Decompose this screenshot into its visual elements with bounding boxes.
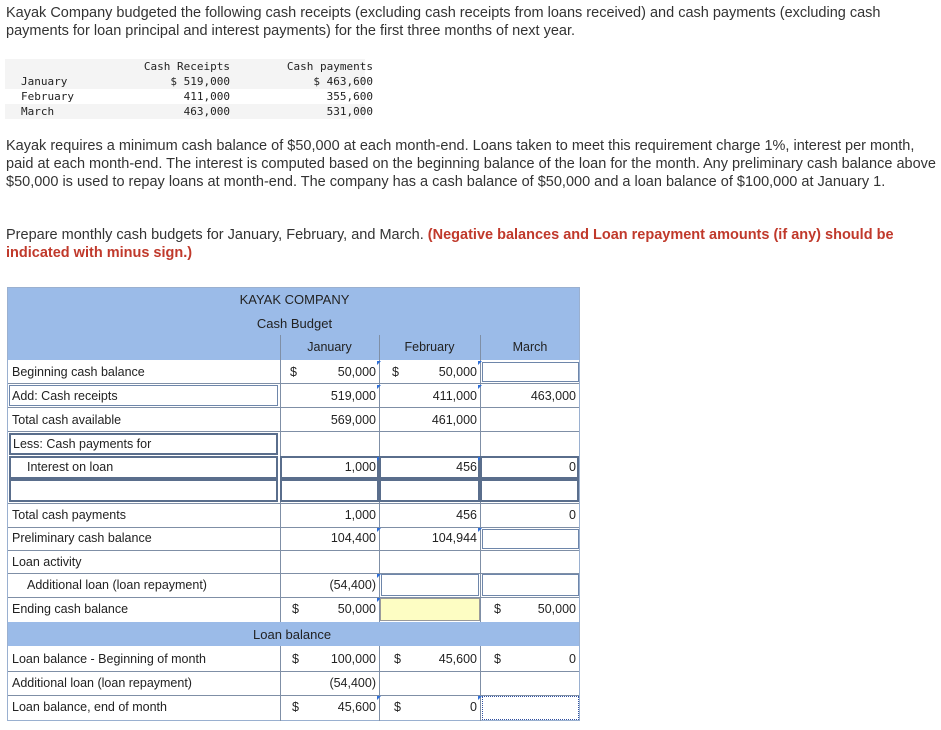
- receipts-header: Cash Receipts: [143, 60, 230, 73]
- label-additional-loan: Additional loan (loan repayment): [27, 578, 207, 592]
- row-separator: [8, 671, 579, 672]
- label-total-available: Total cash available: [12, 413, 122, 427]
- col-divider: [379, 646, 380, 721]
- label-preliminary: Preliminary cash balance: [12, 531, 152, 545]
- col-header-march: March: [512, 340, 548, 354]
- label-loan-begin: Loan balance - Beginning of month: [12, 652, 206, 666]
- cell-marker: [377, 385, 381, 389]
- cash-budget-table: [7, 287, 580, 721]
- col-divider: [480, 646, 481, 721]
- blank-mar-input[interactable]: [480, 479, 579, 502]
- col-header-january: January: [307, 340, 352, 354]
- feb-ending-cash-input[interactable]: [380, 598, 480, 621]
- feb-total-payments: 456: [456, 508, 477, 522]
- instruction-text: Prepare monthly cash budgets for January, February, and March.: [6, 227, 424, 243]
- jan-ending-cash-input[interactable]: 50,000: [337, 602, 376, 616]
- jan-additional-loan-input[interactable]: (54,400): [329, 578, 376, 592]
- payments-value: 355,600: [326, 90, 373, 103]
- mar-receipts-input[interactable]: 463,000: [530, 389, 576, 403]
- mar-loan-end-input[interactable]: [482, 696, 579, 720]
- mar-beginning-cash-input[interactable]: [482, 362, 579, 382]
- mar-additional-loan-input[interactable]: [482, 574, 579, 596]
- loan-balance-header: Loan balance: [253, 627, 332, 642]
- blank-feb-input[interactable]: [379, 479, 480, 502]
- label-loan-end: Loan balance, end of month: [12, 700, 167, 714]
- company-name: KAYAK COMPANY: [239, 292, 350, 307]
- row-separator: [8, 407, 579, 408]
- mar-total-payments: 0: [569, 508, 576, 522]
- label-ending-cash: Ending cash balance: [12, 602, 129, 616]
- label-loan-activity: Loan activity: [12, 555, 82, 569]
- currency-symbol: $: [290, 365, 297, 379]
- budget-title: Cash Budget: [256, 316, 333, 331]
- row-separator: [8, 383, 579, 384]
- label-beginning-cash: Beginning cash balance: [12, 365, 145, 379]
- feb-preliminary-input[interactable]: 104,944: [431, 531, 477, 545]
- feb-total-available: 461,000: [431, 413, 477, 427]
- month-label: January: [21, 75, 68, 88]
- intro-paragraph: Kayak Company budgeted the following cash receipts (excluding cash receipts from loans received) and cash payments (excluding cash payments for loan principal and interest payments) for the first three months of next year.: [6, 5, 881, 39]
- receipts-value: 411,000: [183, 90, 230, 103]
- month-label: March: [21, 105, 55, 118]
- jan-total-payments: 1,000: [344, 508, 376, 522]
- cell-marker: [377, 361, 381, 365]
- jan-preliminary-input[interactable]: 104,400: [330, 531, 376, 545]
- receipts-value: $ 519,000: [170, 75, 230, 88]
- jan-loan-additional-input[interactable]: (54,400): [329, 676, 376, 690]
- jan-beginning-cash-input[interactable]: 50,000: [337, 365, 376, 379]
- jan-total-available: 569,000: [330, 413, 376, 427]
- feb-beginning-cash-input[interactable]: 50,000: [438, 365, 477, 379]
- feb-interest-input[interactable]: 456: [456, 460, 477, 474]
- jan-receipts-input[interactable]: 519,000: [330, 389, 376, 403]
- label-interest: Interest on loan: [27, 460, 114, 474]
- row-separator: [8, 550, 579, 551]
- feb-loan-begin-input[interactable]: 45,600: [438, 652, 477, 666]
- currency-symbol: $: [292, 602, 299, 616]
- given-header-row: [5, 59, 373, 74]
- jan-loan-end-input[interactable]: 45,600: [337, 700, 376, 714]
- jan-interest-input[interactable]: 1,000: [344, 460, 376, 474]
- instruction-paragraph: [6, 226, 938, 262]
- currency-symbol: $: [394, 700, 401, 714]
- col-divider: [280, 646, 281, 721]
- row-separator: [8, 431, 579, 432]
- row-separator: [8, 527, 579, 528]
- label-less-payments: Less: Cash payments for: [13, 437, 152, 451]
- instruction-note: (Negative balances and Loan repayment amounts (if any) should be indicated with minus sign.): [6, 227, 894, 261]
- row-separator: [8, 597, 579, 598]
- label-add-receipts: Add: Cash receipts: [12, 389, 118, 403]
- given-row: [5, 89, 373, 104]
- month-label: February: [21, 90, 74, 103]
- payments-header: Cash payments: [286, 60, 373, 73]
- cell-marker: [377, 528, 381, 532]
- given-row: [5, 74, 373, 89]
- currency-symbol: $: [394, 652, 401, 666]
- blank-payment-label-input[interactable]: [9, 479, 278, 502]
- payments-value: 531,000: [326, 105, 373, 118]
- cell-marker: [377, 696, 381, 700]
- col-header-february: February: [404, 340, 455, 354]
- currency-symbol: $: [494, 652, 501, 666]
- mar-loan-begin-input[interactable]: 0: [569, 652, 576, 666]
- mar-interest-input[interactable]: 0: [569, 460, 576, 474]
- mar-ending-cash-input[interactable]: 50,000: [537, 602, 576, 616]
- label-loan-additional: Additional loan (loan repayment): [12, 676, 192, 690]
- feb-loan-end-input[interactable]: 0: [470, 700, 477, 714]
- currency-symbol: $: [494, 602, 501, 616]
- currency-symbol: $: [392, 365, 399, 379]
- given-row: [5, 104, 373, 119]
- feb-additional-loan-input[interactable]: [381, 574, 479, 596]
- jan-loan-begin-input[interactable]: 100,000: [330, 652, 376, 666]
- feb-receipts-input[interactable]: 411,000: [432, 389, 477, 403]
- currency-symbol: $: [292, 652, 299, 666]
- currency-symbol: $: [292, 700, 299, 714]
- receipts-value: 463,000: [183, 105, 230, 118]
- row-separator: [8, 503, 579, 504]
- mar-preliminary-input[interactable]: [482, 529, 579, 549]
- payments-value: $ 463,600: [313, 75, 373, 88]
- blank-jan-input[interactable]: [280, 479, 379, 502]
- label-total-payments: Total cash payments: [12, 508, 126, 522]
- requirements-paragraph: Kayak requires a minimum cash balance of $50,000 at each month-end. Loans taken to meet this requirement charge 1%, interest per month, paid at each month-end. The interest is computed based on the beginning balance of the loan for the month. Any preliminary cash balance above $50,000 is used to repay loans at month-end. The company has a cash balance of $50,000 and a loan balance of $100,000 at January 1.: [6, 138, 936, 190]
